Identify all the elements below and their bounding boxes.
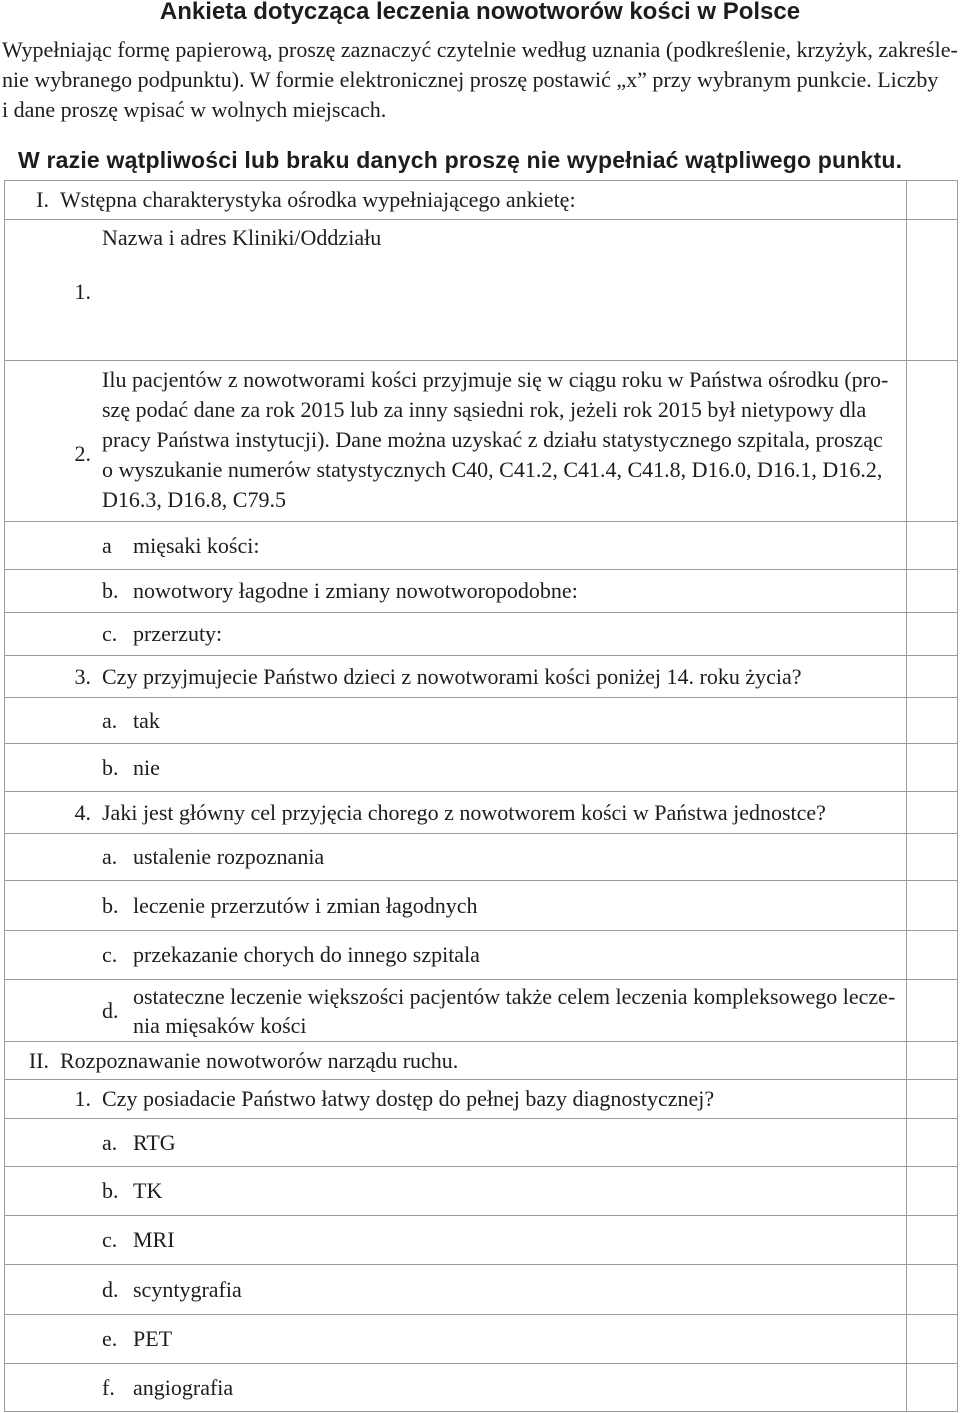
section-number: I. [36, 187, 49, 212]
option-row-q4-a [5, 833, 957, 880]
answer-cell-q4-a[interactable] [906, 834, 957, 880]
question-text: Czy posiadacie Państwo łatwy dostęp do pełnej bazy diagnostycznej? [102, 1086, 715, 1111]
option-text: ustalenie rozpoznania [133, 844, 325, 869]
question-text-line: o wyszukanie numerów statystycznych C40, C41.2, C41.4, C41.8, D16.0, D16.1, D16.2, [102, 457, 883, 482]
option-text: tak [133, 707, 160, 733]
answer-cell-q4-b[interactable] [906, 881, 957, 930]
option-letter: b. [102, 754, 119, 780]
option-text-line: nia mięsaków kości [133, 1012, 307, 1038]
option-row-q4-b [5, 880, 957, 930]
option-text: angiografia [133, 1374, 234, 1400]
option-row-ii-q1-f [5, 1363, 957, 1411]
option-letter: c. [102, 942, 118, 967]
option-letter: a. [102, 1129, 118, 1155]
option-text: RTG [133, 1129, 176, 1155]
question-text [102, 361, 888, 521]
intro-line: nie wybranego podpunktu). W formie elektronicznej proszę postawić „x” przy wybranym punkcie. Liczby [2, 67, 939, 92]
answer-cell-q3-b[interactable] [906, 744, 957, 791]
option-letter: c. [102, 621, 118, 646]
answer-cell-q2-b[interactable] [906, 570, 957, 612]
option-row-q2-c [5, 612, 957, 655]
survey-table [4, 180, 958, 1412]
survey-title: Ankieta dotycząca leczenia nowotworów kości w Polsce [159, 0, 801, 25]
option-row-q4-c [5, 930, 957, 979]
answer-cell-section-2[interactable] [906, 1042, 957, 1079]
option-text: nie [133, 754, 160, 780]
option-letter: d. [102, 997, 119, 1023]
answer-cell-q4-d[interactable] [906, 980, 957, 1041]
option-letter: b. [102, 1178, 119, 1203]
option-letter: a [102, 532, 112, 558]
option-letter: e. [102, 1326, 118, 1351]
intro-line: i dane proszę wpisać w wolnych miejscach. [2, 97, 387, 122]
option-letter: a. [102, 844, 118, 869]
question-number: 2. [74, 440, 91, 466]
option-letter: a. [102, 707, 118, 733]
option-text: przerzuty: [133, 621, 223, 646]
option-row-q2-a [5, 521, 957, 569]
section-title: Rozpoznawanie nowotworów narządu ruchu. [60, 1047, 459, 1073]
intro-line: Wypełniając formę papierową, proszę zaznaczyć czytelnie według uznania (podkreślenie, krzyżyk, zakreśle- [2, 37, 958, 62]
answer-cell-ii-q1-a[interactable] [906, 1119, 957, 1166]
option-row-q3-a [5, 697, 957, 743]
section-1-header [5, 181, 957, 219]
option-text-line: ostateczne leczenie większości pacjentów także celem leczenia kompleksowego lecze- [133, 983, 896, 1009]
question-text-line: Ilu pacjentów z nowotworami kości przyjmuje się w ciągu roku w Państwa ośrodku (pro- [102, 367, 889, 392]
option-row-q2-b [5, 569, 957, 612]
section-title: Wstępna charakterystyka ośrodka wypełniającego ankietę: [60, 187, 576, 212]
question-row-2-1 [5, 1079, 957, 1118]
option-letter: b. [102, 578, 119, 603]
option-text [133, 980, 895, 1041]
option-text: nowotwory łagodne i zmiany nowotworopodobne: [133, 578, 578, 603]
section-number: II. [28, 1047, 49, 1073]
answer-cell-section-1[interactable] [906, 181, 957, 219]
answer-cell-q3-a[interactable] [906, 698, 957, 743]
question-text-line: pracy Państwa instytucji). Dane można uzyskać z działu statystycznego szpitala, prosząc [102, 427, 883, 452]
option-text: MRI [133, 1227, 175, 1252]
question-text: Nazwa i adres Kliniki/Oddziału [102, 225, 382, 250]
question-row-1-2 [5, 360, 957, 521]
question-row-1-4 [5, 791, 957, 833]
answer-cell-q2[interactable] [906, 361, 957, 521]
option-text: mięsaki kości: [133, 532, 260, 558]
question-text-line: szę podać dane za rok 2015 lub za inny sąsiedni rok, jeżeli rok 2015 był nietypowy dla [102, 397, 867, 422]
section-2-header [5, 1041, 957, 1079]
answer-cell-q4-c[interactable] [906, 931, 957, 979]
answer-cell-q2-c[interactable] [906, 613, 957, 655]
option-letter: c. [102, 1227, 118, 1252]
answer-cell-q4[interactable] [906, 792, 957, 833]
option-row-ii-q1-a [5, 1118, 957, 1166]
question-row-1-3 [5, 655, 957, 697]
option-row-ii-q1-e [5, 1314, 957, 1363]
answer-cell-ii-q1-c[interactable] [906, 1216, 957, 1264]
answer-cell-ii-q1-e[interactable] [906, 1315, 957, 1363]
option-text: leczenie przerzutów i zmian łagodnych [133, 892, 478, 918]
answer-cell-q3[interactable] [906, 656, 957, 697]
option-row-ii-q1-c [5, 1215, 957, 1264]
option-letter: b. [102, 892, 119, 918]
question-number: 3. [74, 663, 91, 689]
question-number: 1. [74, 1086, 91, 1111]
answer-cell-q1[interactable] [906, 220, 957, 360]
answer-cell-ii-q1[interactable] [906, 1080, 957, 1118]
question-text: Jaki jest główny cel przyjęcia chorego z nowotworem kości w Państwa jednostce? [102, 799, 826, 825]
option-text: TK [133, 1178, 163, 1203]
instructions-warning: W razie wątpliwości lub braku danych proszę nie wypełniać wątpliwego punktu. [18, 147, 903, 173]
option-row-ii-q1-d [5, 1264, 957, 1314]
intro-paragraph [2, 35, 958, 125]
answer-cell-ii-q1-f[interactable] [906, 1364, 957, 1411]
answer-cell-ii-q1-d[interactable] [906, 1265, 957, 1314]
option-row-q4-d [5, 979, 957, 1041]
option-row-ii-q1-b [5, 1166, 957, 1215]
option-text: PET [133, 1326, 173, 1351]
option-row-q3-b [5, 743, 957, 791]
option-text: przekazanie chorych do innego szpitala [133, 942, 480, 967]
question-number: 1. [74, 279, 91, 304]
option-text: scyntygrafia [133, 1276, 242, 1302]
question-row-1-1 [5, 219, 957, 360]
option-letter: d. [102, 1276, 119, 1302]
question-number: 4. [74, 799, 91, 825]
question-text: Czy przyjmujecie Państwo dzieci z nowotworami kości poniżej 14. roku życia? [102, 663, 802, 689]
option-letter: f. [102, 1374, 115, 1400]
answer-cell-q2-a[interactable] [906, 522, 957, 569]
question-text-line: D16.3, D16.8, C79.5 [102, 487, 286, 512]
answer-cell-ii-q1-b[interactable] [906, 1167, 957, 1215]
